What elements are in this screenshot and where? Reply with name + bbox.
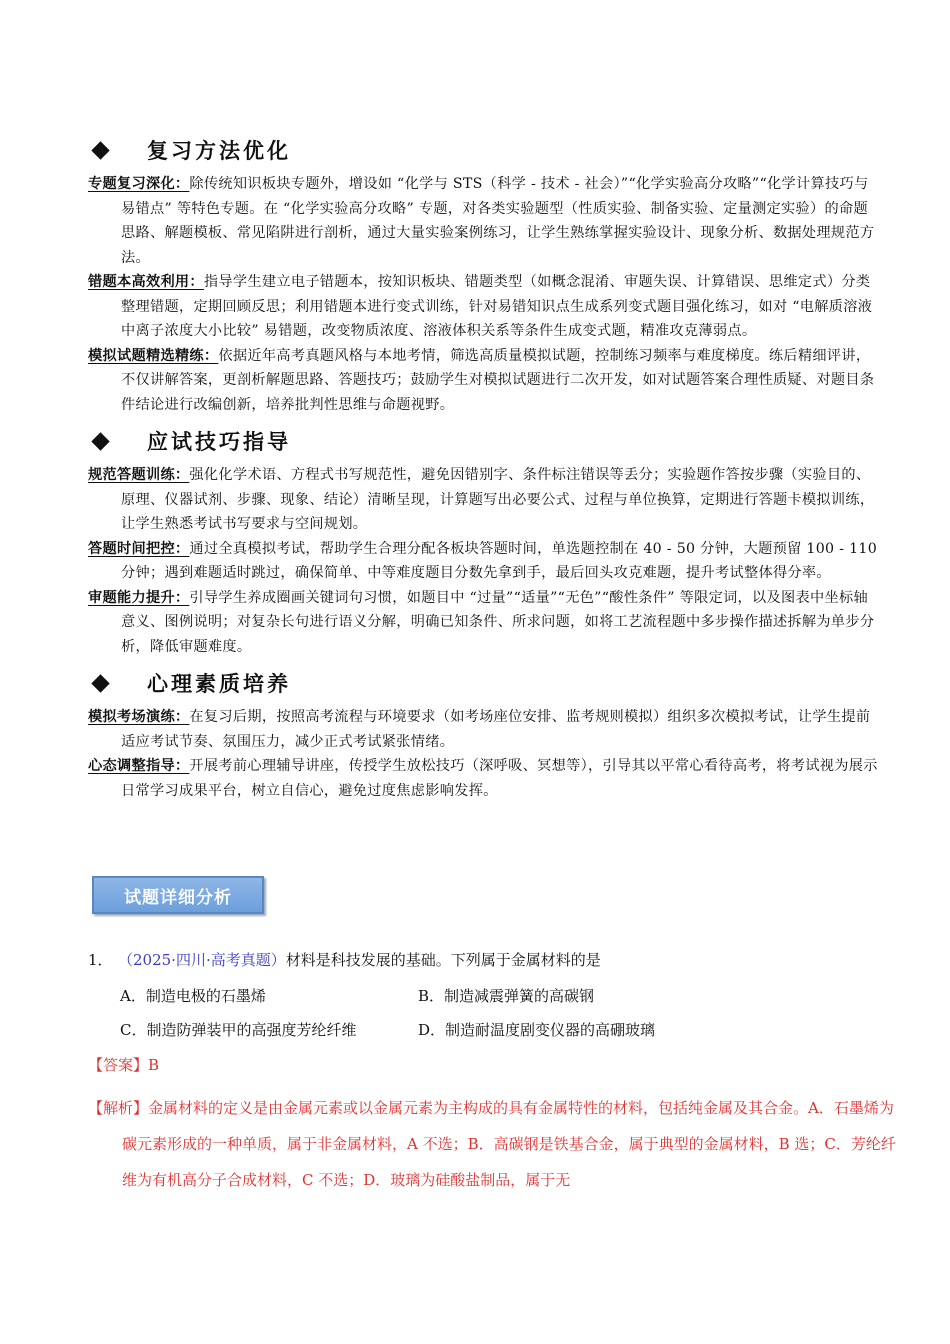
- item-label: 模拟试题精选精练：: [88, 347, 219, 364]
- diamond-bullet-icon: [91, 674, 109, 692]
- strategy-item: [88, 586, 878, 660]
- item-text: 依据近年高考真题风格与本地考情，筛选高质量模拟试题，控制练习频率与难度梯度。练后精细评讲，不仅讲解答案，更剖析解题思路、答题技巧；鼓励学生对模拟试题进行二次开发，如对试题答案合理性质疑、对题目条件结论进行改编创新，培养批判性思维与命题视野。: [121, 347, 875, 413]
- question-stem: [88, 948, 878, 972]
- item-text: 除传统知识板块专题外，增设如 “化学与 STS（科学 - 技术 - 社会）”“化学实验高分攻略”“化学计算技巧与易错点” 等特色专题。在 “化学实验高分攻略” 专题，对各类实验题型（性质实验、制备实验、定量测定实验）的命题思路、解题模板、常见陷阱进行剖析，通过大量实验案例练习，让学生熟练掌握实验设计、现象分析、数据处理规范方法。: [121, 176, 875, 266]
- item-text: 强化化学术语、方程式书写规范性，避免因错别字、条件标注错误等丢分；实验题作答按步骤（实验目的、原理、仪器试剂、步骤、现象、结论）清晰呈现，计算题写出必要公式、过程与单位换算，定期进行答题卡模拟训练，让学生熟悉考试书写要求与空间规划。: [121, 467, 875, 532]
- option-a: A．制造电极的石墨烯: [120, 987, 266, 1005]
- strategy-item: [88, 172, 878, 270]
- section-title: 应试技巧指导: [88, 423, 878, 459]
- strategy-item: [88, 270, 878, 344]
- section-title: 复习方法优化: [88, 132, 878, 168]
- review-strategies: [88, 132, 878, 803]
- item-text: 引导学生养成圈画关键词句习惯，如题目中 “过量”“适量”“无色”“酸性条件” 等限定词，以及图表中坐标轴意义、图例说明；对复杂长句进行语义分解，明确已知条件、所求问题，如将工艺流程题中多步操作描述拆解为单步分析，降低审题难度。: [121, 589, 875, 655]
- option-b: B．制造减震弹簧的高碳钢: [418, 987, 595, 1005]
- diamond-bullet-icon: [91, 141, 109, 159]
- option-d: D．制造耐温度剧变仪器的高硼玻璃: [418, 1021, 656, 1039]
- item-label: 心态调整指导：: [88, 758, 190, 774]
- item-label: 规范答题训练：: [88, 467, 190, 483]
- strategy-item: [88, 463, 878, 537]
- question-source: （2025·四川·高考真题）: [118, 951, 286, 969]
- strategy-item: [88, 705, 878, 754]
- strategy-item: [88, 754, 878, 803]
- strategy-item: [88, 344, 878, 418]
- section-badge: 试题详细分析: [92, 876, 264, 914]
- item-label: 专题复习深化：: [88, 176, 190, 192]
- item-label: 模拟考场演练：: [88, 709, 190, 725]
- item-text: 通过全真模拟考试，帮助学生合理分配各板块答题时间，单选题控制在 40 - 50 分钟，大题预留 100 - 110 分钟；遇到难题适时跳过，确保简单、中等难度题目分数先拿到手，最后回头攻克难题，提升考试整体得分率。: [121, 540, 878, 581]
- analysis: 【解析】金属材料的定义是由金属元素或以金属元素为主构成的具有金属特性的材料，包括纯金属及其合金。A．石墨烯为碳元素形成的一种单质，属于非金属材料，A 不选；B．高碳钢是铁基合金，属于典型的金属材料，B 选；C．芳纶纤维为有机高分子合成材料，C 不选；D．玻璃为硅酸盐制品，属于无: [88, 1099, 896, 1189]
- item-label: 审题能力提升：: [88, 589, 190, 606]
- question-number: 1．: [88, 951, 113, 969]
- option-c: C．制造防弹装甲的高强度芳纶纤维: [120, 1021, 357, 1039]
- item-text: 在复习后期，按照高考流程与环境要求（如考场座位安排、监考规则模拟）组织多次模拟考试，让学生提前适应考试节奏、氛围压力，减少正式考试紧张情绪。: [121, 709, 871, 750]
- item-text: 指导学生建立电子错题本，按知识板块、错题类型（如概念混淆、审题失误、计算错误、思维定式）分类整理错题，定期回顾反思；利用错题本进行变式训练，针对易错知识点生成系列变式题目强化练习，如对 “电解质溶液中离子浓度大小比较” 易错题，改变物质浓度、溶液体积关系等条件生成变式题，精准攻克薄弱点。: [121, 274, 873, 339]
- question-text: 材料是科技发展的基础。下列属于金属材料的是: [285, 951, 601, 969]
- item-text: 开展考前心理辅导讲座，传授学生放松技巧（深呼吸、冥想等），引导其以平常心看待高考，将考试视为展示日常学习成果平台，树立自信心，避免过度焦虑影响发挥。: [121, 758, 878, 799]
- item-label: 错题本高效利用：: [88, 274, 204, 290]
- item-label: 答题时间把控：: [88, 540, 190, 557]
- strategy-item: [88, 537, 878, 586]
- diamond-bullet-icon: [91, 432, 109, 450]
- answer: 【答案】B: [88, 1056, 160, 1074]
- section-title: 心理素质培养: [88, 665, 878, 701]
